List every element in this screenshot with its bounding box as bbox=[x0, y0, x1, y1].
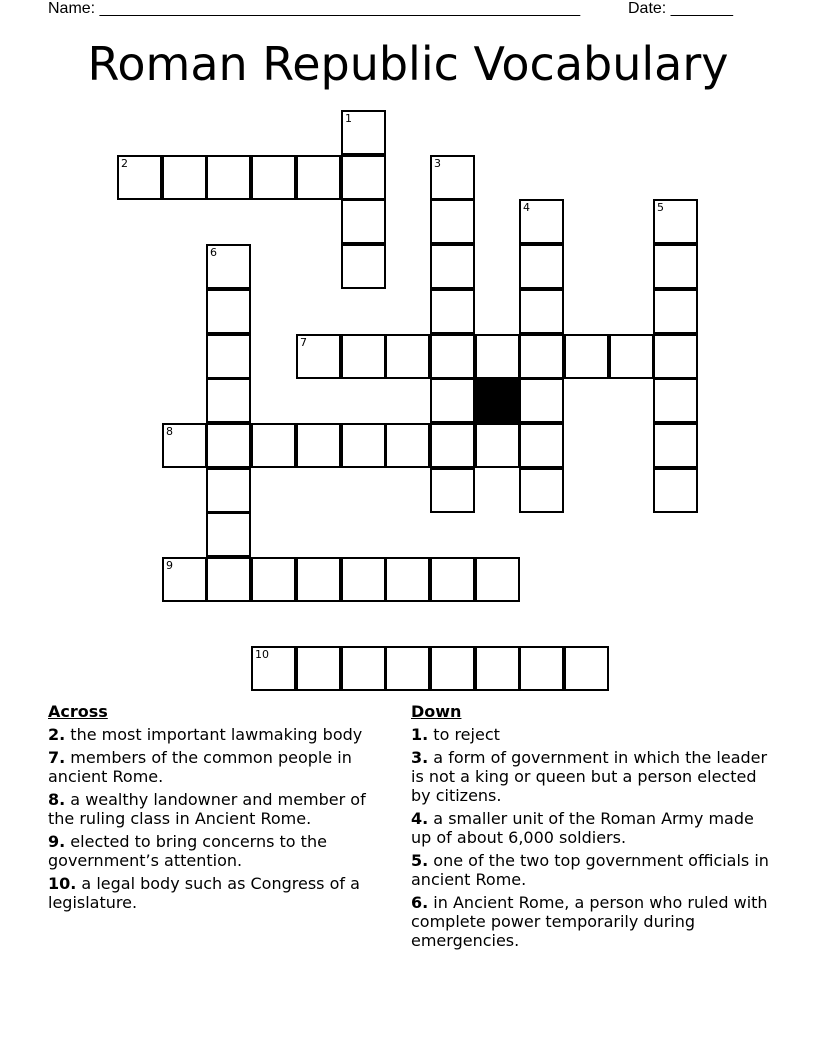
grid-cell[interactable] bbox=[519, 334, 564, 379]
across-heading: Across bbox=[48, 702, 108, 721]
clue-number: 1. bbox=[411, 725, 429, 744]
grid-cell[interactable] bbox=[206, 557, 251, 602]
grid-cell[interactable] bbox=[296, 155, 341, 200]
grid-cell[interactable] bbox=[251, 155, 296, 200]
grid-cell[interactable] bbox=[475, 334, 520, 379]
date-field[interactable]: Date: _______ bbox=[628, 0, 733, 17]
across-clue bbox=[48, 874, 393, 912]
clue-number: 3 bbox=[434, 157, 441, 170]
across-clue bbox=[48, 748, 393, 786]
grid-cell[interactable] bbox=[430, 468, 475, 513]
clue-number: 4. bbox=[411, 809, 429, 828]
down-clues bbox=[411, 702, 771, 954]
clue-number: 8 bbox=[166, 425, 173, 438]
grid-cell[interactable] bbox=[653, 468, 698, 513]
grid-cell[interactable] bbox=[385, 423, 430, 468]
down-clue bbox=[411, 893, 771, 950]
grid-cell[interactable] bbox=[430, 244, 475, 289]
grid-cell[interactable] bbox=[385, 334, 430, 379]
grid-cell[interactable] bbox=[519, 199, 564, 244]
grid-cell[interactable] bbox=[475, 557, 520, 602]
down-clue bbox=[411, 725, 771, 744]
grid-cell[interactable] bbox=[430, 423, 475, 468]
grid-cell[interactable] bbox=[385, 646, 430, 691]
clue-number: 6 bbox=[210, 246, 217, 259]
grid-cell[interactable] bbox=[341, 423, 386, 468]
across-clues bbox=[48, 702, 393, 916]
grid-cell[interactable] bbox=[653, 378, 698, 423]
page-title: Roman Republic Vocabulary bbox=[87, 37, 729, 91]
grid-cell[interactable] bbox=[519, 468, 564, 513]
clue-text: in Ancient Rome, a person who ruled with complete power temporarily during emergencies. bbox=[411, 893, 768, 950]
grid-cell[interactable] bbox=[206, 468, 251, 513]
clue-text: a wealthy landowner and member of the ruling class in Ancient Rome. bbox=[48, 790, 366, 828]
grid-cell[interactable] bbox=[430, 557, 475, 602]
grid-cell[interactable] bbox=[296, 334, 341, 379]
grid-cell[interactable] bbox=[341, 199, 386, 244]
down-clue bbox=[411, 851, 771, 889]
grid-cell[interactable] bbox=[206, 244, 251, 289]
grid-cell[interactable] bbox=[117, 155, 162, 200]
grid-cell[interactable] bbox=[653, 423, 698, 468]
clue-text: a smaller unit of the Roman Army made up of about 6,000 soldiers. bbox=[411, 809, 754, 847]
clue-number: 5 bbox=[657, 201, 664, 214]
grid-cell[interactable] bbox=[653, 244, 698, 289]
grid-cell[interactable] bbox=[206, 423, 251, 468]
grid-cell[interactable] bbox=[653, 289, 698, 334]
clue-text: the most important lawmaking body bbox=[65, 725, 363, 744]
grid-cell[interactable] bbox=[341, 244, 386, 289]
down-clue bbox=[411, 748, 771, 805]
grid-cell[interactable] bbox=[162, 423, 207, 468]
grid-cell[interactable] bbox=[430, 199, 475, 244]
clue-number: 5. bbox=[411, 851, 429, 870]
clue-number: 2. bbox=[48, 725, 66, 744]
grid-cell[interactable] bbox=[475, 423, 520, 468]
clue-number: 9 bbox=[166, 559, 173, 572]
grid-cell[interactable] bbox=[430, 334, 475, 379]
grid-cell[interactable] bbox=[653, 199, 698, 244]
grid-block bbox=[475, 378, 520, 423]
clue-number: 6. bbox=[411, 893, 429, 912]
clue-number: 4 bbox=[523, 201, 530, 214]
grid-cell[interactable] bbox=[296, 423, 341, 468]
clue-text: a form of government in which the leader is not a king or queen but a person elected by citizens. bbox=[411, 748, 768, 805]
clue-number: 7 bbox=[300, 336, 307, 349]
grid-cell[interactable] bbox=[430, 289, 475, 334]
grid-cell[interactable] bbox=[609, 334, 654, 379]
grid-cell[interactable] bbox=[162, 557, 207, 602]
grid-cell[interactable] bbox=[475, 646, 520, 691]
grid-cell[interactable] bbox=[430, 378, 475, 423]
grid-cell[interactable] bbox=[251, 646, 296, 691]
grid-cell[interactable] bbox=[296, 557, 341, 602]
grid-cell[interactable] bbox=[430, 155, 475, 200]
grid-cell[interactable] bbox=[341, 557, 386, 602]
clue-number: 9. bbox=[48, 832, 66, 851]
clue-text: members of the common people in ancient Rome. bbox=[48, 748, 352, 786]
grid-cell[interactable] bbox=[564, 646, 609, 691]
grid-cell[interactable] bbox=[341, 110, 386, 155]
clue-number: 8. bbox=[48, 790, 66, 809]
clue-text: to reject bbox=[428, 725, 500, 744]
grid-cell[interactable] bbox=[162, 155, 207, 200]
clue-number: 1 bbox=[345, 112, 352, 125]
across-clue-list bbox=[48, 725, 393, 912]
clue-number: 2 bbox=[121, 157, 128, 170]
grid-cell[interactable] bbox=[519, 244, 564, 289]
clue-text: a legal body such as Congress of a legislature. bbox=[48, 874, 360, 912]
clue-number: 3. bbox=[411, 748, 429, 767]
down-heading: Down bbox=[411, 702, 462, 721]
grid-cell[interactable] bbox=[564, 334, 609, 379]
grid-cell[interactable] bbox=[206, 289, 251, 334]
clue-text: one of the two top government officials in ancient Rome. bbox=[411, 851, 769, 889]
grid-cell[interactable] bbox=[653, 334, 698, 379]
grid-cell[interactable] bbox=[341, 155, 386, 200]
down-clue-list bbox=[411, 725, 771, 950]
name-field[interactable]: Name: ______________________________________________________ bbox=[48, 0, 581, 17]
grid-cell[interactable] bbox=[430, 646, 475, 691]
clue-number: 10 bbox=[255, 648, 269, 661]
grid-cell[interactable] bbox=[519, 289, 564, 334]
across-clue bbox=[48, 725, 393, 744]
clue-number: 10. bbox=[48, 874, 77, 893]
grid-cell[interactable] bbox=[251, 423, 296, 468]
grid-cell[interactable] bbox=[206, 334, 251, 379]
grid-cell[interactable] bbox=[206, 155, 251, 200]
grid-cell[interactable] bbox=[385, 557, 430, 602]
grid-cell[interactable] bbox=[341, 334, 386, 379]
grid-cell[interactable] bbox=[341, 646, 386, 691]
grid-cell[interactable] bbox=[519, 423, 564, 468]
grid-cell[interactable] bbox=[206, 378, 251, 423]
clue-text: elected to bring concerns to the government’s attention. bbox=[48, 832, 327, 870]
down-clue bbox=[411, 809, 771, 847]
clue-number: 7. bbox=[48, 748, 66, 767]
grid-cell[interactable] bbox=[519, 378, 564, 423]
across-clue bbox=[48, 790, 393, 828]
grid-cell[interactable] bbox=[251, 557, 296, 602]
across-clue bbox=[48, 832, 393, 870]
grid-cell[interactable] bbox=[206, 512, 251, 557]
grid-cell[interactable] bbox=[519, 646, 564, 691]
grid-cell[interactable] bbox=[296, 646, 341, 691]
